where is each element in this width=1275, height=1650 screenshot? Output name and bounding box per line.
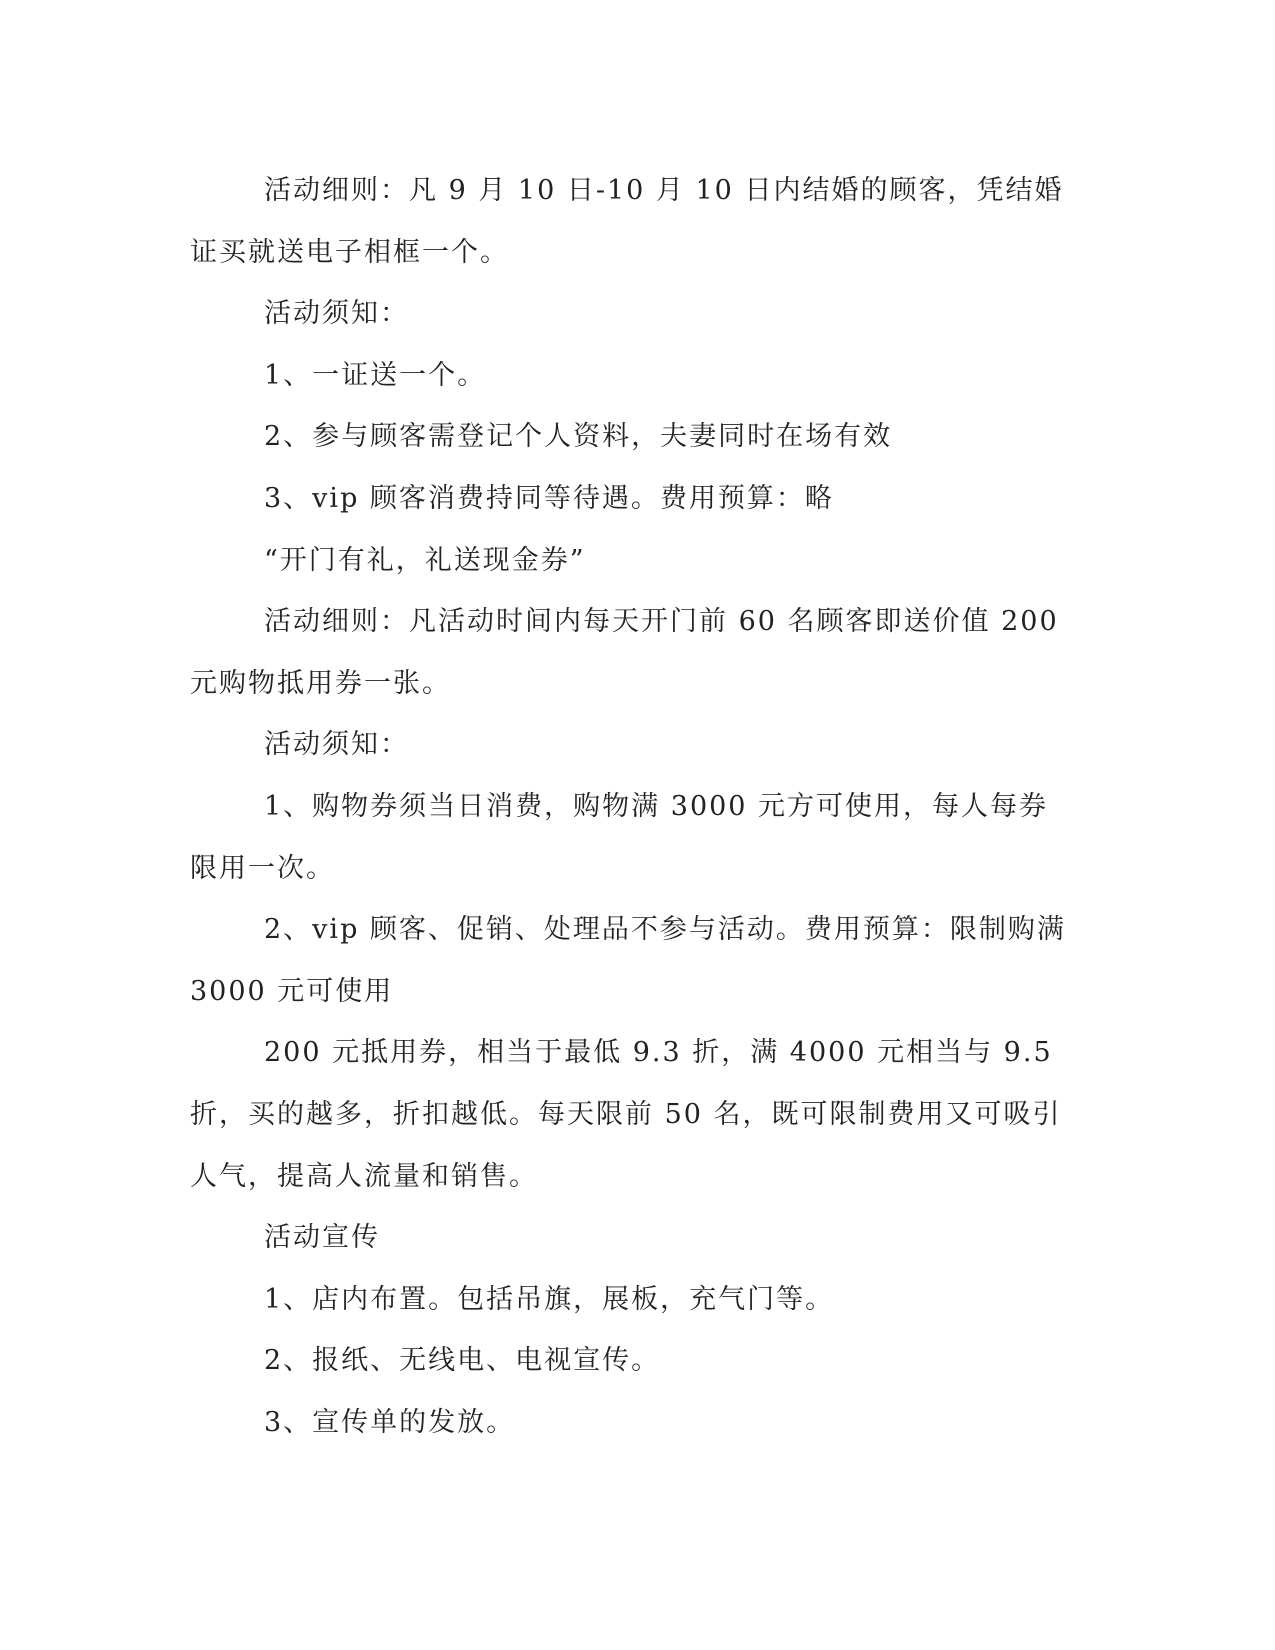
paragraph-coupon-item-1: 1、购物券须当日消费，购物满 3000 元方可使用，每人每券限用一次。 — [190, 790, 1049, 884]
paragraph-section-title: “开门有礼，礼送现金券” — [264, 544, 586, 576]
paragraph-wedding-rules: 活动细则：凡 9 月 10 日-10 月 10 日内结婚的顾客，凭结婚证买就送电子相框一个。 — [190, 175, 1064, 268]
paragraph-notice-heading-2: 活动须知： — [264, 729, 409, 761]
paragraph-coupon-explanation: 200 元抵用券，相当于最低 9.3 折，满 4000 元相当与 9.5 折，买的越多，折扣越低。每天限前 50 名，既可限制费用又可吸引人气，提高人流量和销售。 — [190, 1037, 1062, 1192]
paragraph-notice-heading: 活动须知： — [264, 298, 409, 330]
paragraph-coupon-rules: 活动细则：凡活动时间内每天开门前 60 名顾客即送价值 200 元购物抵用券一张。 — [190, 606, 1059, 699]
paragraph-promotion-heading: 活动宣传 — [264, 1222, 380, 1254]
paragraph-coupon-item-2: 2、vip 顾客、促销、处理品不参与活动。费用预算：限制购满 3000 元可使用 — [190, 914, 1066, 1007]
document-body — [190, 160, 1075, 1453]
paragraph-promotion-item-2: 2、报纸、无线电、电视宣传。 — [264, 1345, 661, 1377]
paragraph-notice-item-2: 2、参与顾客需登记个人资料，夫妻同时在场有效 — [264, 421, 893, 453]
paragraph-promotion-item-3: 3、宣传单的发放。 — [264, 1406, 516, 1438]
paragraph-notice-item-3: 3、vip 顾客消费持同等待遇。费用预算：略 — [264, 482, 834, 514]
paragraph-promotion-item-1: 1、店内布置。包括吊旗，展板，充气门等。 — [264, 1283, 835, 1315]
paragraph-notice-item-1: 1、一证送一个。 — [264, 359, 487, 391]
